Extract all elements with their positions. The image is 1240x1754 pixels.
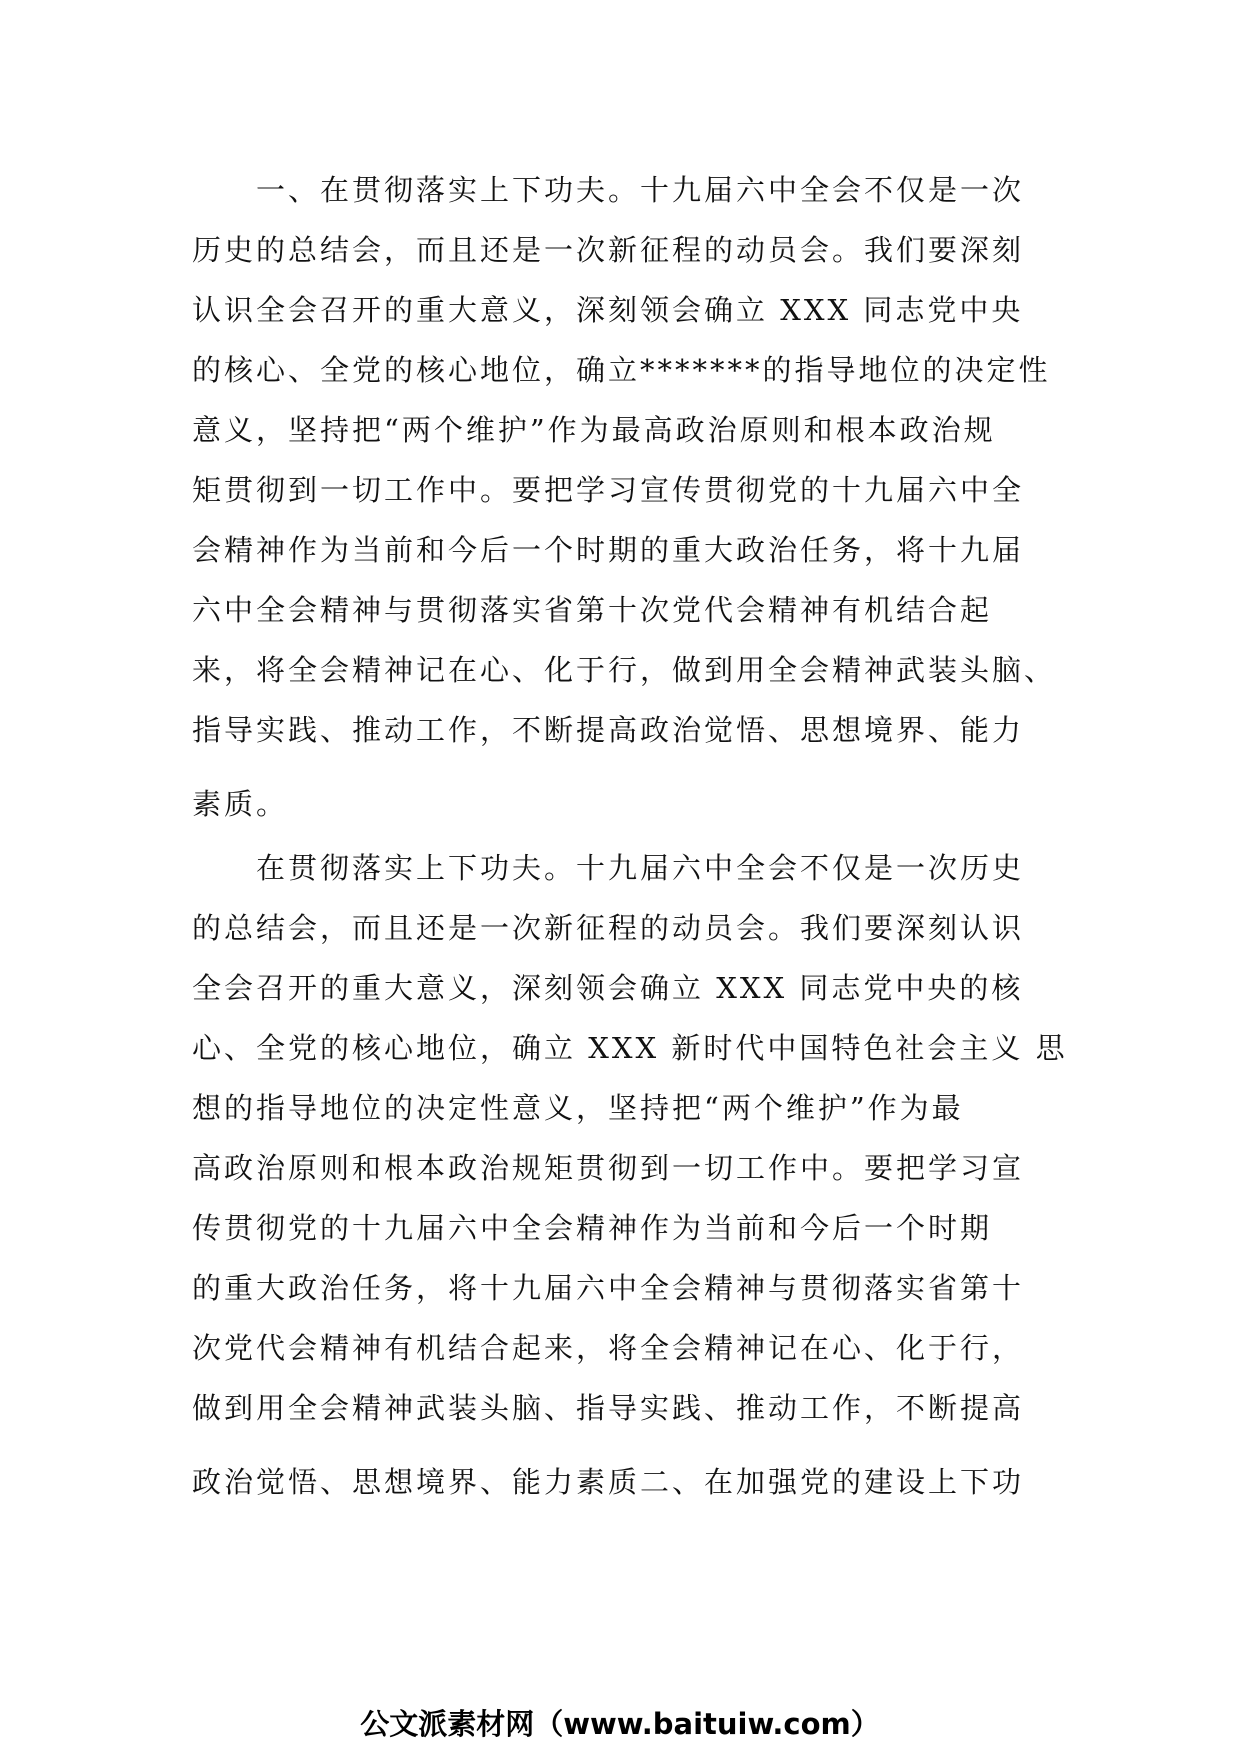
paragraph-1-line: 会精神作为当前和今后一个时期的重大政治任务，将十九届 xyxy=(192,533,1025,567)
paragraph-2-line: 的重大政治任务，将十九届六中全会精神与贯彻落实省第十 xyxy=(192,1271,1025,1305)
paragraph-1 xyxy=(192,160,1062,834)
paragraph-2-line: 高政治原则和根本政治规矩贯彻到一切工作中。要把学习宣 xyxy=(192,1151,1025,1185)
paragraph-2-line: 心、全党的核心地位，确立 XXX 新时代中国特色社会主义 思 xyxy=(192,1031,1068,1065)
line-gap xyxy=(192,1438,1062,1452)
paragraph-1-line: 来，将全会精神记在心、化于行，做到用全会精神武装头脑、 xyxy=(192,653,1057,687)
paragraph-2-line: 传贯彻党的十九届六中全会精神作为当前和今后一个时期 xyxy=(192,1211,993,1245)
paragraph-1-line: 素质。 xyxy=(192,787,289,821)
line-gap xyxy=(192,760,1062,774)
paragraph-2 xyxy=(192,838,1068,1512)
paragraph-1-line: 一、在贯彻落实上下功夫。十九届六中全会不仅是一次 xyxy=(192,173,1025,207)
paragraph-1-line: 认识全会召开的重大意义，深刻领会确立 XXX 同志党中央 xyxy=(192,293,1024,327)
paragraph-1-line: 六中全会精神与贯彻落实省第十次党代会精神有机结合起 xyxy=(192,593,993,627)
paragraph-1-line: 指导实践、推动工作，不断提高政治觉悟、思想境界、能力 xyxy=(192,713,1025,747)
document-body xyxy=(192,160,1068,1512)
paragraph-2-line: 在贯彻落实上下功夫。十九届六中全会不仅是一次历史 xyxy=(192,851,1025,885)
footer-watermark: 公文派素材网（www.baituiw.com） xyxy=(360,1707,880,1741)
paragraph-2-line: 次党代会精神有机结合起来，将全会精神记在心、化于行， xyxy=(192,1331,1025,1365)
paragraph-2-line: 的总结会，而且还是一次新征程的动员会。我们要深刻认识 xyxy=(192,911,1025,945)
paragraph-1-line: 意义，坚持把“两个维护”作为最高政治原则和根本政治规 xyxy=(192,413,996,447)
paragraph-1-line: 历史的总结会，而且还是一次新征程的动员会。我们要深刻 xyxy=(192,233,1025,267)
paragraph-2-line: 做到用全会精神武装头脑、指导实践、推动工作，不断提高 xyxy=(192,1391,1025,1425)
paragraph-1-line: 的核心、全党的核心地位，确立*******的指导地位的决定性 xyxy=(192,353,1051,387)
paragraph-2-line: 想的指导地位的决定性意义，坚持把“两个维护”作为最 xyxy=(192,1091,964,1125)
paragraph-1-line: 矩贯彻到一切工作中。要把学习宣传贯彻党的十九届六中全 xyxy=(192,473,1025,507)
paragraph-2-line: 政治觉悟、思想境界、能力素质二、在加强党的建设上下功 xyxy=(192,1465,1025,1499)
paragraph-2-line: 全会召开的重大意义，深刻领会确立 XXX 同志党中央的核 xyxy=(192,971,1024,1005)
